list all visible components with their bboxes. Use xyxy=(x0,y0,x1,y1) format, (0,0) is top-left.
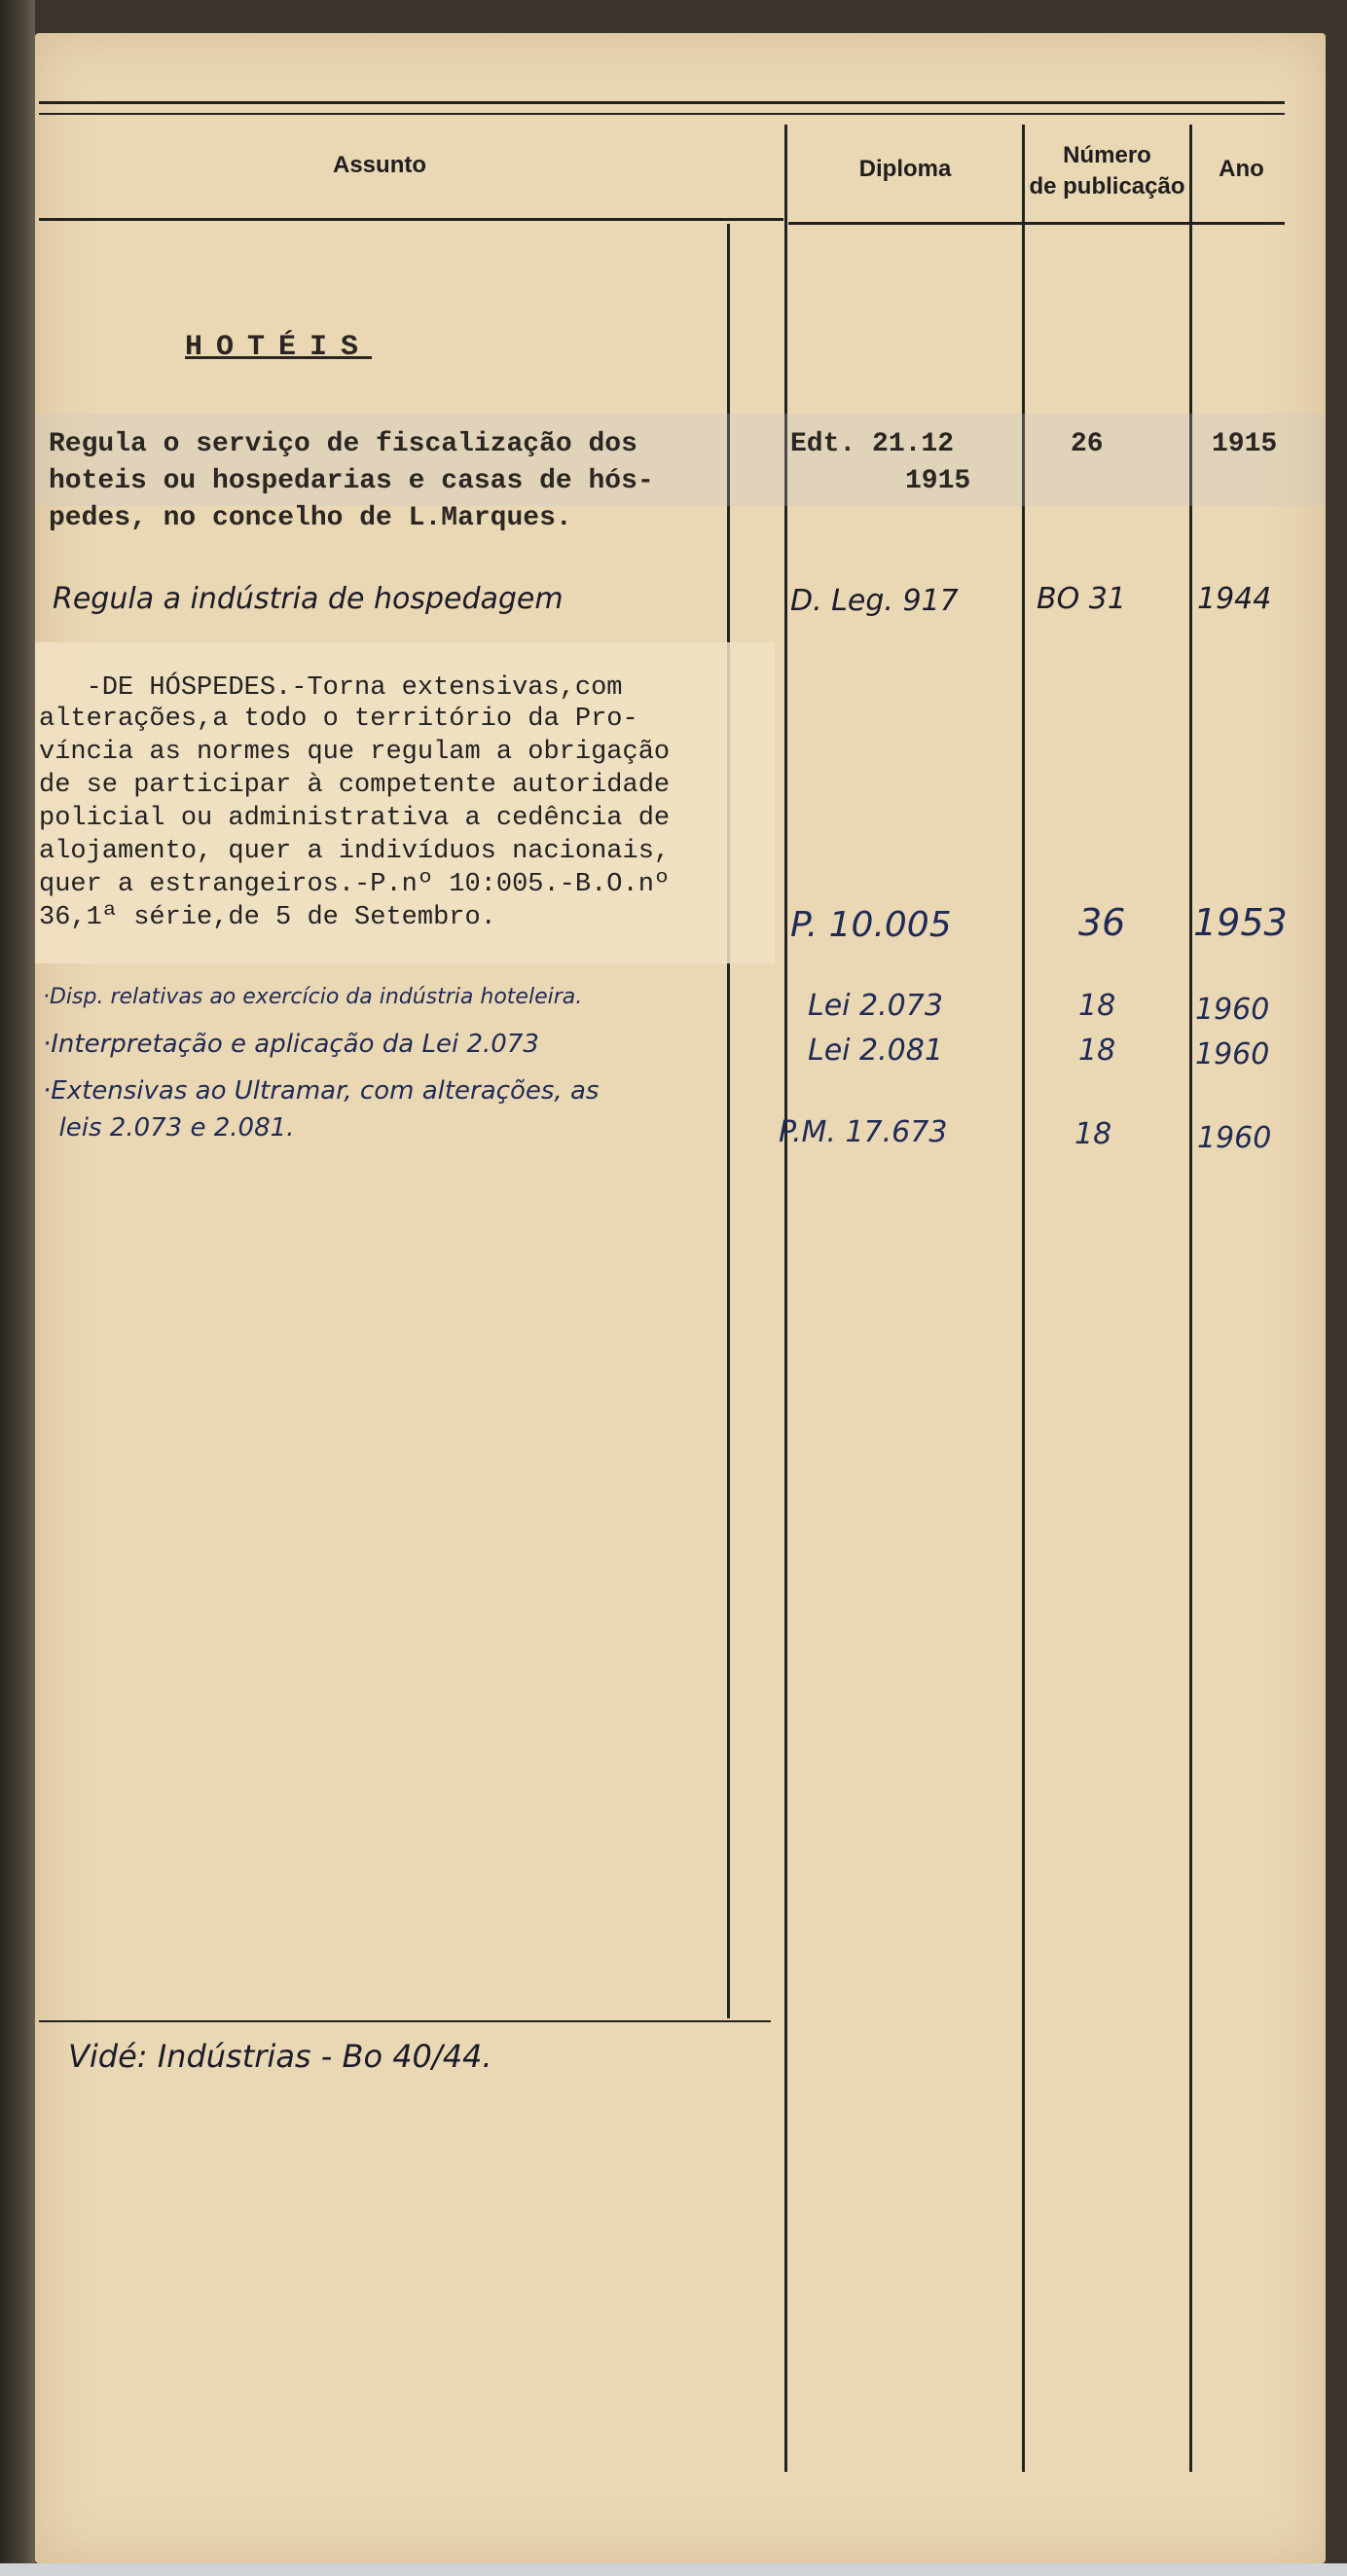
entry6-diploma: P.M. 17.673 xyxy=(779,1115,948,1149)
header-bottom-rule-right xyxy=(788,222,1285,225)
entry5-ano: 1960 xyxy=(1195,1037,1270,1071)
entry2-ano: 1944 xyxy=(1197,582,1272,616)
entry2-assunto: Regula a indústria de hospedagem xyxy=(53,582,564,616)
entry5-diploma: Lei 2.081 xyxy=(808,1034,943,1068)
header-diploma: Diploma xyxy=(858,156,952,182)
entry3-line2: alterações,a todo o território da Pro- xyxy=(39,705,638,734)
top-rule-2 xyxy=(39,113,1285,115)
entry4-numero: 18 xyxy=(1078,989,1116,1023)
entry1-ano: 1915 xyxy=(1212,429,1278,459)
entry1-assunto-line2: hoteis ou hospedarias e casas de hós- xyxy=(49,466,654,496)
entry2-diploma: D. Leg. 917 xyxy=(790,584,959,618)
entry3-line7: quer a estrangeiros.-P.nº 10:005.-B.O.nº xyxy=(39,870,671,899)
header-numero-line1: Número xyxy=(1063,142,1151,168)
footer-box-rule xyxy=(39,2020,771,2022)
entry3-ano: 1953 xyxy=(1193,901,1288,944)
index-card xyxy=(35,33,1326,2563)
header-assunto: Assunto xyxy=(333,152,426,178)
entry4-ano: 1960 xyxy=(1195,993,1270,1027)
header-ano: Ano xyxy=(1219,156,1264,182)
entry3-numero: 36 xyxy=(1078,901,1126,944)
entry5-assunto: ·Interpretação e aplicação da Lei 2.073 xyxy=(43,1030,539,1059)
footer-note: Vidé: Indústrias - Bo 40/44. xyxy=(68,2038,492,2075)
entry3-line6: alojamento, quer a indivíduos nacionais, xyxy=(39,837,671,866)
header-bottom-rule-assunto xyxy=(39,218,783,221)
entry1-numero: 26 xyxy=(1071,429,1104,459)
entry2-numero: BO 31 xyxy=(1037,582,1126,616)
section-title: HOTÉIS xyxy=(185,331,373,364)
entry6-numero: 18 xyxy=(1074,1117,1112,1151)
top-rule-1 xyxy=(39,101,1285,104)
entry5-numero: 18 xyxy=(1078,1034,1116,1068)
entry6-assunto-line1: ·Extensivas ao Ultramar, com alterações, as xyxy=(43,1076,600,1106)
scan-edge xyxy=(0,2563,1347,2576)
binder-spine xyxy=(0,0,35,2576)
entry4-diploma: Lei 2.073 xyxy=(808,989,943,1023)
entry3-line8: 36,1ª série,de 5 de Setembro. xyxy=(39,903,496,932)
entry6-assunto-line2: leis 2.073 e 2.081. xyxy=(43,1113,295,1143)
entry1-diploma-line1: Edt. 21.12 xyxy=(790,429,955,459)
entry6-ano: 1960 xyxy=(1197,1121,1272,1155)
entry3-line1: -DE HÓSPEDES.-Torna extensivas,com xyxy=(39,673,623,703)
entry3-diploma: P. 10.005 xyxy=(790,905,952,945)
entry3-line4: de se participar à competente autoridade xyxy=(39,771,671,800)
header-numero-line2: de publicação xyxy=(1029,173,1185,200)
entry1-assunto-line3: pedes, no concelho de L.Marques. xyxy=(49,503,572,533)
entry1-diploma-line2: 1915 xyxy=(905,466,971,496)
entry1-assunto-line1: Regula o serviço de fiscalização dos xyxy=(49,429,637,459)
entry3-line3: víncia as normes que regulam a obrigação xyxy=(39,738,671,767)
entry4-assunto: ·Disp. relativas ao exercício da indústria hoteleira. xyxy=(43,985,583,1009)
entry3-line5: policial ou administrativa a cedência de xyxy=(39,804,671,833)
